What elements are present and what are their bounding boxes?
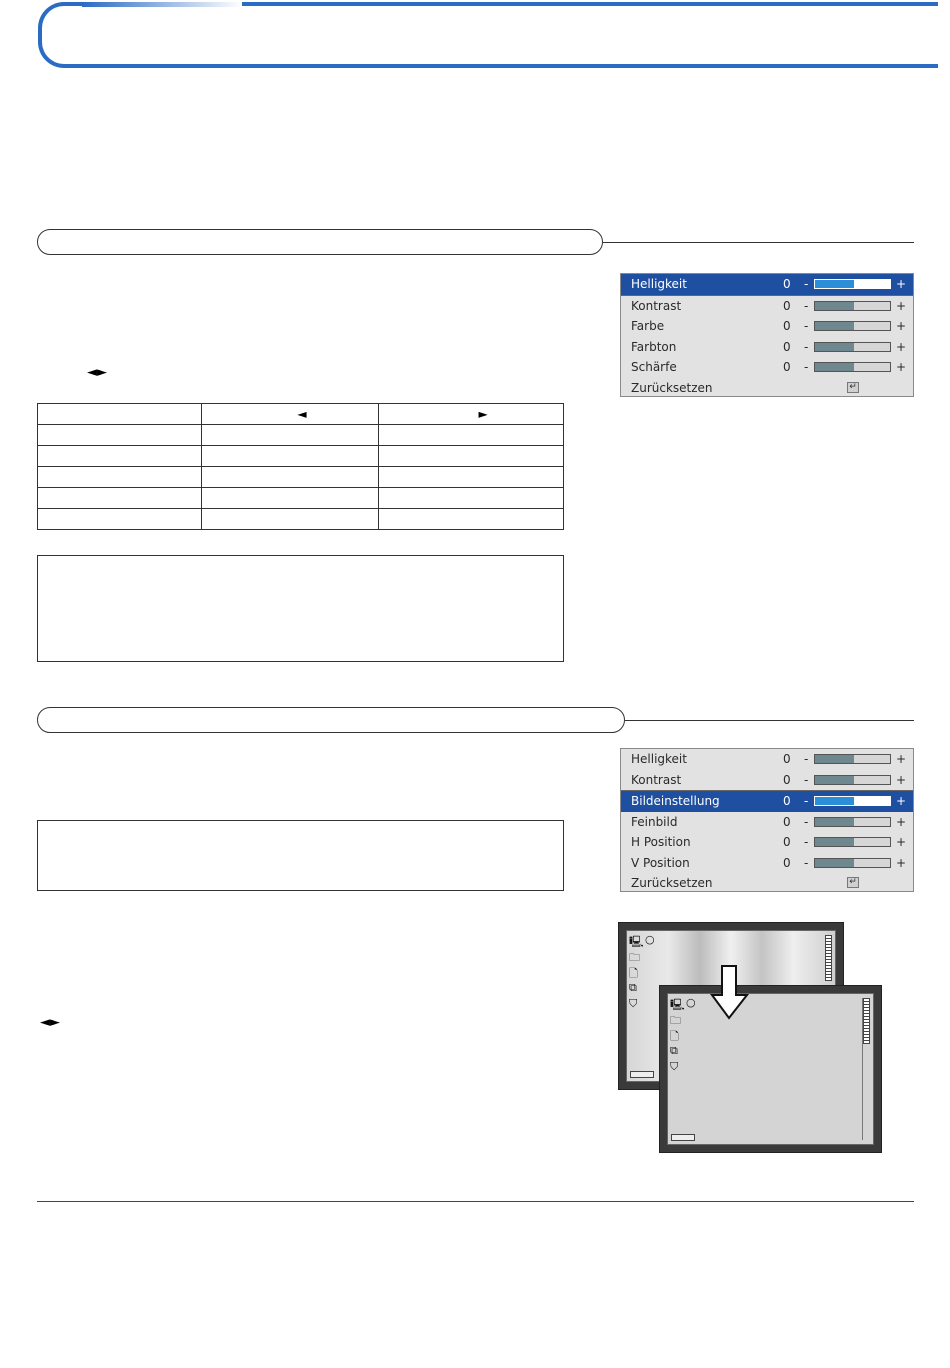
table-row <box>38 425 564 446</box>
enter-icon[interactable]: ↵ <box>847 382 859 393</box>
osd-slider[interactable] <box>814 796 891 806</box>
osd-slider[interactable] <box>814 301 891 311</box>
minus-icon: - <box>804 814 809 829</box>
osd-slider[interactable] <box>814 775 891 785</box>
osd-item-label: Kontrast <box>631 772 682 787</box>
table-row <box>38 488 564 509</box>
document-icon: 🗋 <box>670 1030 679 1043</box>
arrow-keys-symbol: ◄► <box>87 365 107 380</box>
adjustment-table <box>37 403 564 530</box>
scrollbar-icon <box>825 935 832 981</box>
copy-icon: ⧉ <box>670 1044 678 1057</box>
computer-icon: 🖳 <box>670 998 685 1011</box>
osd-picture-menu <box>620 273 914 397</box>
minus-icon: - <box>804 277 809 291</box>
osd-row-kontrast[interactable] <box>621 296 913 317</box>
minus-icon: - <box>804 298 809 313</box>
minus-icon: - <box>804 360 809 374</box>
minus-icon: - <box>804 772 809 787</box>
osd-slider[interactable] <box>814 754 891 764</box>
osd-row-reset[interactable] <box>621 873 913 894</box>
plus-icon: + <box>896 319 907 333</box>
copy-icon: ⧉ <box>629 981 637 994</box>
osd-item-value: 0 <box>783 360 791 374</box>
osd-slider-fill <box>815 838 854 846</box>
trash-icon: ⛉ <box>629 997 638 1010</box>
folder-icon: 🗀 <box>629 951 640 964</box>
minus-icon: - <box>804 339 809 354</box>
footer-rule <box>37 1201 914 1202</box>
osd-row-farbton[interactable] <box>621 337 913 358</box>
osd-slider[interactable] <box>814 321 891 331</box>
document-icon: 🗋 <box>629 967 638 980</box>
osd-computer-picture-menu <box>620 748 914 892</box>
plus-icon: + <box>896 794 907 808</box>
taskbar-button-icon <box>630 1071 654 1078</box>
osd-slider-fill <box>815 302 854 310</box>
osd-slider-fill <box>815 818 854 826</box>
minus-icon: - <box>804 752 809 766</box>
table-row <box>38 467 564 488</box>
osd-item-value: 0 <box>783 772 791 787</box>
osd-item-label: Feinbild <box>631 814 678 829</box>
enter-icon[interactable]: ↵ <box>847 877 859 888</box>
osd-item-value: 0 <box>783 855 791 870</box>
osd-reset-label: Zurücksetzen <box>631 380 713 395</box>
osd-item-value: 0 <box>783 794 791 808</box>
note-box-2 <box>37 820 564 891</box>
section-1-rule <box>603 242 914 243</box>
note-box-1 <box>37 555 564 662</box>
osd-slider[interactable] <box>814 342 891 352</box>
osd-item-label: H Position <box>631 835 691 849</box>
osd-row-sch-rfe[interactable] <box>621 357 913 378</box>
folder-icon: 🗀 <box>670 1014 681 1027</box>
section-2-rule <box>625 720 914 721</box>
osd-slider-fill <box>815 322 854 330</box>
minus-icon: - <box>804 319 809 333</box>
minus-icon: - <box>804 794 809 808</box>
osd-item-label: Helligkeit <box>631 277 687 291</box>
osd-item-label: Bildeinstellung <box>631 794 720 808</box>
osd-item-label: Farbe <box>631 319 665 333</box>
plus-icon: + <box>896 855 907 870</box>
table-row <box>38 446 564 467</box>
chapter-header-band <box>38 2 938 68</box>
osd-slider[interactable] <box>814 279 891 289</box>
osd-reset-label: Zurücksetzen <box>631 876 713 890</box>
osd-item-label: Helligkeit <box>631 752 687 766</box>
trash-icon: ⛉ <box>670 1060 679 1073</box>
plus-icon: + <box>896 277 907 291</box>
osd-row-kontrast[interactable] <box>621 770 913 792</box>
screen-illustration-after <box>659 985 882 1153</box>
osd-item-value: 0 <box>783 339 791 354</box>
osd-row-helligkeit[interactable] <box>621 749 913 770</box>
osd-slider[interactable] <box>814 362 891 372</box>
table-header-cell-right-arrow: ► <box>379 404 564 425</box>
osd-item-value: 0 <box>783 298 791 313</box>
taskbar-button-icon <box>671 1134 695 1141</box>
minus-icon: - <box>804 835 809 849</box>
plus-icon: + <box>896 752 907 766</box>
osd-slider-fill <box>815 363 854 371</box>
osd-row-helligkeit[interactable] <box>621 274 913 296</box>
plus-icon: + <box>896 360 907 374</box>
osd-row-farbe[interactable] <box>621 316 913 337</box>
plus-icon: + <box>896 298 907 313</box>
osd-item-value: 0 <box>783 835 791 849</box>
osd-item-label: V Position <box>631 855 690 870</box>
section-2-heading-pill <box>37 707 625 733</box>
osd-slider-fill <box>815 755 854 763</box>
osd-item-value: 0 <box>783 319 791 333</box>
arrow-keys-symbol-2: ◄► <box>40 1015 60 1030</box>
section-1-heading-pill <box>37 229 603 255</box>
osd-slider[interactable] <box>814 817 891 827</box>
circle-icon: ○ <box>645 933 655 946</box>
osd-slider-fill <box>815 280 854 288</box>
circle-icon: ○ <box>686 996 696 1009</box>
osd-item-label: Farbton <box>631 339 677 354</box>
table-header-cell <box>38 404 202 425</box>
osd-slider-fill <box>815 797 854 805</box>
scrollbar-icon <box>863 998 870 1044</box>
osd-slider[interactable] <box>814 837 891 847</box>
osd-row-bildeinstellung[interactable] <box>621 791 913 812</box>
plus-icon: + <box>896 835 907 849</box>
plus-icon: + <box>896 772 907 787</box>
computer-icon: 🖳 <box>629 935 644 948</box>
minus-icon: - <box>804 855 809 870</box>
osd-item-value: 0 <box>783 752 791 766</box>
osd-item-value: 0 <box>783 814 791 829</box>
osd-slider-fill <box>815 776 854 784</box>
osd-row-reset[interactable] <box>621 378 913 399</box>
table-header-cell-left-arrow: ◄ <box>201 404 379 425</box>
osd-item-label: Schärfe <box>631 360 677 374</box>
osd-row-v-position[interactable] <box>621 853 913 874</box>
table-header-row <box>38 404 564 425</box>
osd-slider-fill <box>815 859 854 867</box>
osd-item-label: Kontrast <box>631 298 682 313</box>
osd-item-value: 0 <box>783 277 791 291</box>
table-row <box>38 509 564 530</box>
plus-icon: + <box>896 339 907 354</box>
osd-slider-fill <box>815 343 854 351</box>
osd-row-h-position[interactable] <box>621 832 913 853</box>
osd-slider[interactable] <box>814 858 891 868</box>
plus-icon: + <box>896 814 907 829</box>
down-arrow-icon <box>710 965 750 1021</box>
osd-row-feinbild[interactable] <box>621 812 913 833</box>
